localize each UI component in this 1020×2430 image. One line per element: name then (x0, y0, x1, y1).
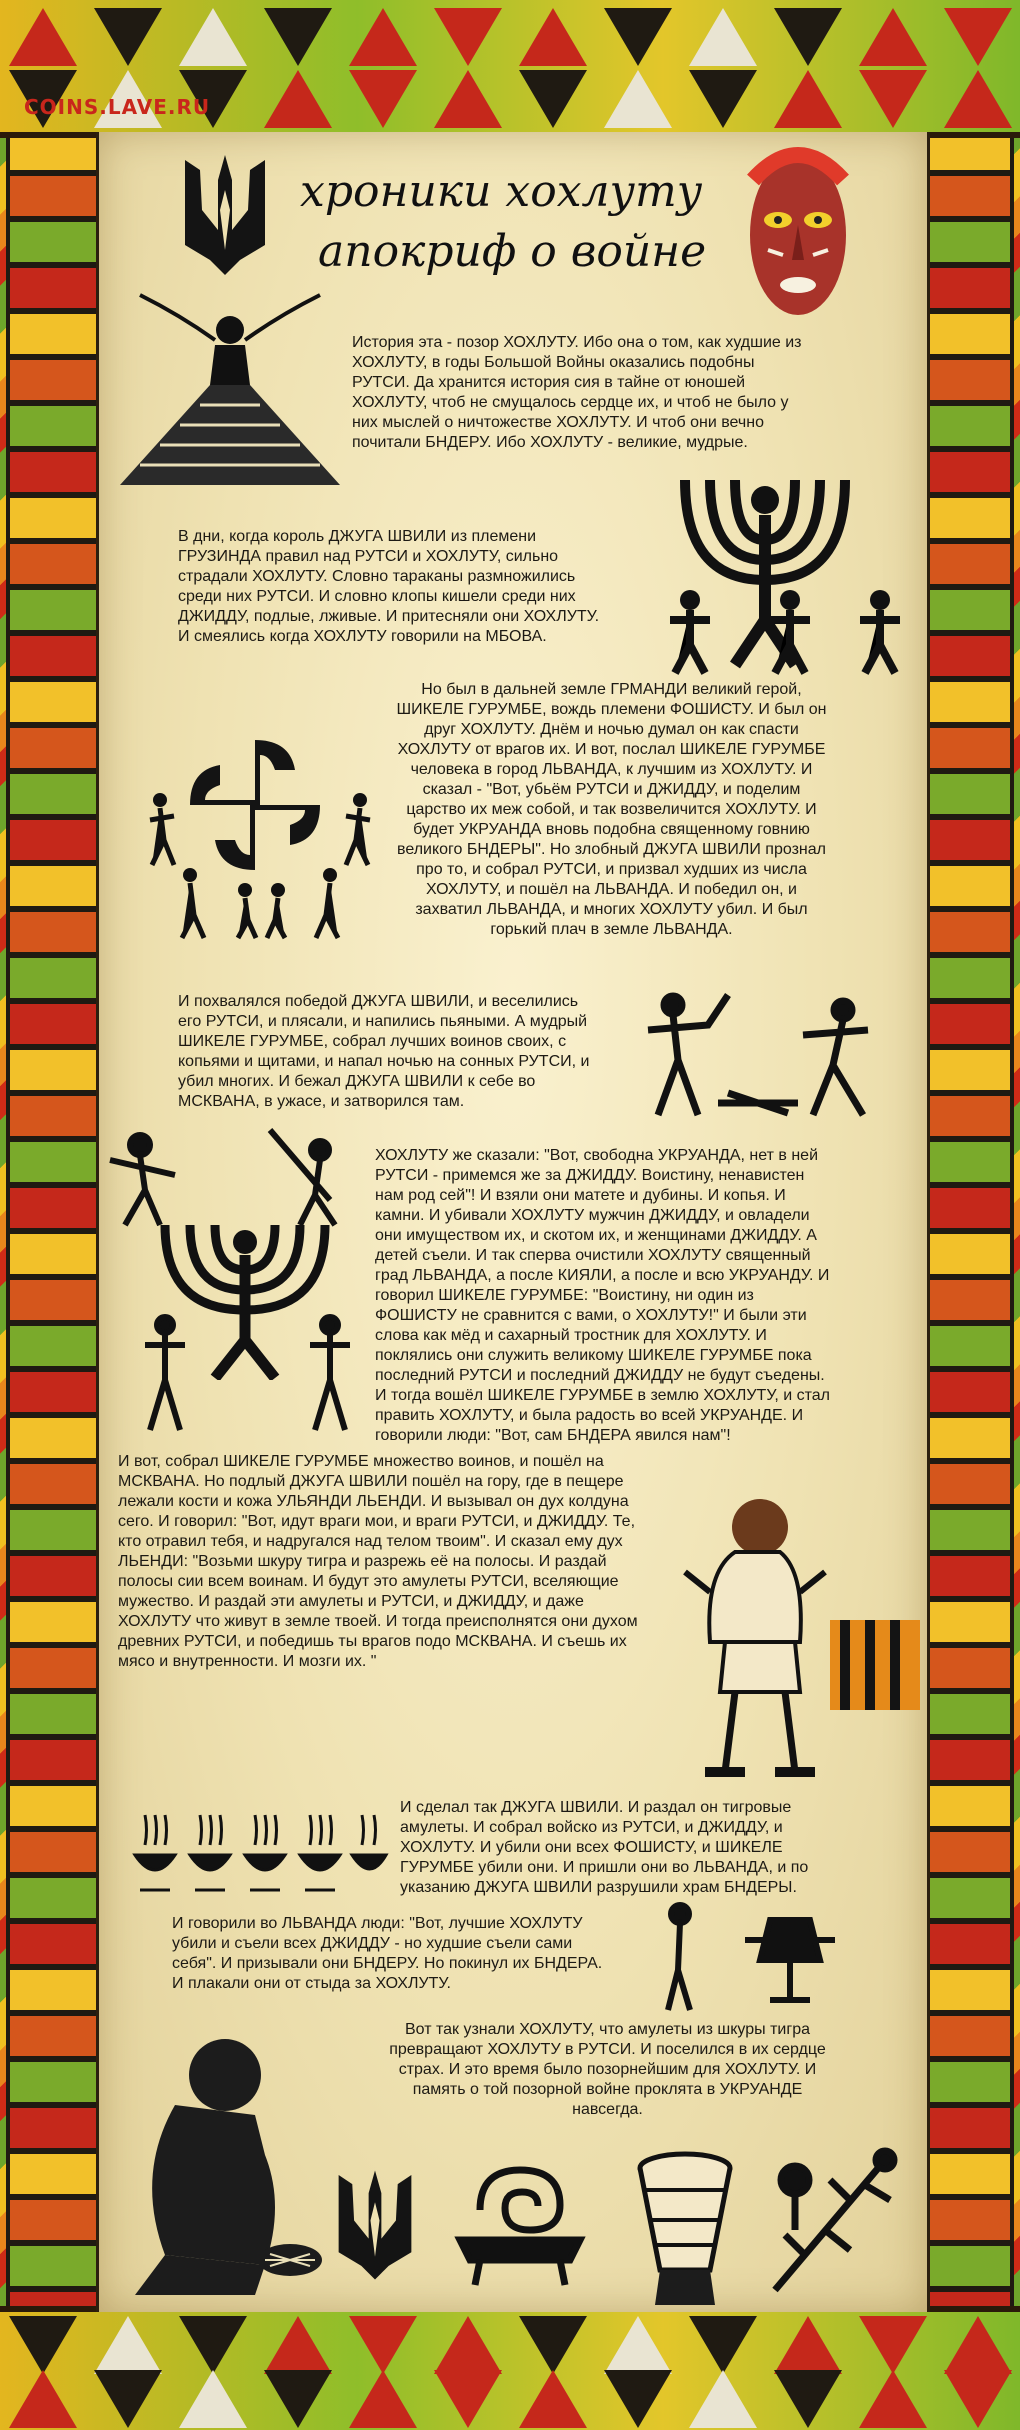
paragraph-5: ХОХЛУТУ же сказали: "Вот, свободна УКРУАНДА, нет в ней РУТСИ - примемся же за ДЖИДДУ. Воистину, ненавистен нам род сей"! И взяли они матете и дубины. И копья. И камни. И убивали ХОХЛУТУ мужчин ДЖИДДУ, и овладели они имуществом их, и скотом их, и женщинами ДЖИДДУ. А детей съели. И так сперва очистили ХОХЛУТУ священный град ЛЬВАНДА, а после КИЯЛИ, а после и всю УКРУАНДУ. И говорил ШИКЕЛЕ ГУРУМБЕ: "Воистину, ни один из ФОШИСТУ не сравнится с вами, о ХОХЛУТУ!" И были эти слова как мёд и сахарный тростник для ХОХЛУТУ. И поклялись они служить великому ШИКЕЛЕ ГУРУМБЕ пока последний РУТСИ и последний ДЖИДДУ не будут съедены. И тогда вошёл ШИКЕЛЕ ГУРУМБЕ в землю ХОХЛУТУ, и стал править ХОХЛУТУ, и была радость во всей УКРУАНДЕ. И говорили люди: "Вот, сам БНДЕРА явился нам"! (375, 1147, 831, 1444)
watermark: COINS.LAVE.RU (24, 95, 211, 119)
paragraph-9: Вот так узнали ХОХЛУТУ, что амулеты из шкуры тигра превращают ХОХЛУТУ в РУТСИ. И поселился в их сердце страх. И это время было позорнейшим для ХОХЛУТУ. И память о той позорной войне проклята в УКРУАНДЕ навсегда. (389, 2021, 826, 2118)
goat-spiral-icon (440, 2150, 600, 2290)
bottom-ornament-band (0, 2306, 1020, 2430)
striped-ribbon-icon (830, 1620, 920, 1710)
drum-icon (630, 2150, 740, 2310)
paragraph-8: И говорили во ЛЬВАНДА люди: "Вот, лучшие ХОХЛУТУ убили и съели всех ДЖИДДУ - но худшие съели сами себя". И призывали они БНДЕРУ. Но покинул их БНДЕРА. И плакали они от стыда за ХОХЛУТУ. (172, 1915, 603, 1992)
caricature-figure-icon (665, 1492, 830, 1782)
tribal-figures-icon (650, 1900, 870, 2015)
paragraph-3: Но был в дальней земле ГРМАНДИ великий герой, ШИКЕЛЕ ГУРУМБЕ, вождь племени ФОШИСТУ. И был он друг ХОХЛУТУ. Днём и ночью думал он как спасти ХОХЛУТУ от врагов их. И вот, послал ШИКЕЛЕ ГУРУМБЕ человека в город ЛЬВАНДА, к лучшим из ХОХЛУТУ. И сказал - "Вот, убьём РУТСИ и ДЖИДДУ, и поделим царство их меж собой, и так возвеличится ХОХЛУТУ. И будет УКРУАНДА вновь подобна священному говнию великого БНДЕРЫ". Но злобный ДЖУГА ШВИЛИ прознал про то, и собрал РУТСИ, и призвал худших из числа ХОХЛУТУ, и пошёл на ЛЬВАНДА. И победил он, и захватил ЛЬВАНДА, и многих ХОХЛУТУ убил. И был горький плач в земле ЛЬВАНДА. (396, 681, 827, 938)
drum-icon (255, 2240, 325, 2280)
tribal-mask-icon (738, 140, 858, 330)
paragraph-4: И похвалялся победой ДЖУГА ШВИЛИ, и веселились его РУТСИ, и плясали, и напились пьяными. А мудрый ШИКЕЛЕ ГУРУМБЕ, собрал лучших воинов своих, с копьями и щитами, и напал ночью на сонных РУТСИ, и убил многих. И бежал ДЖУГА ШВИЛИ к себе во МСКВАНА, в ужасе, и затворился там. (178, 993, 590, 1110)
paragraph-2: В дни, когда король ДЖУГА ШВИЛИ из племени ГРУЗИНДА правил над РУТСИ и ХОХЛУТУ, сильно страдали ХОХЛУТУ. Словно тараканы размножились среди них РУТСИ. И словно клопы кишели среди них ДЖИДДУ, подлые, лживые. И притесняли они ХОХЛУТУ. И смеялись когда ХОХЛУТУ говорили на МБОВА. (178, 528, 600, 645)
paragraph-6: И вот, собрал ШИКЕЛЕ ГУРУМБЕ множество воинов, и пошёл на МСКВАНА. Но подлый ДЖУГА ШВИЛИ пошёл на гору, где в пещере лежали кости и кожа УЛЬЯНДИ ЛЬЕНДИ. И вызывал он дух колдуна сего. И говорил: "Вот, идут враги мои, и враги РУТСИ, и ДЖИДДУ. Те, кто отравил тебя, и надругался над телом твоим". И сказал ему дух ЛЬЕНДИ: "Возьми шкуру тигра и разрежь её на полосы. И раздай полосы сии всем воинам. И будут это амулеты РУТСИ, вселяющие мужество. И раздай эти амулеты и РУТСИ, и ДЖИДДУ, и даже ХОХЛУТУ что живут в земле твоей. И тогда преисполнятся они духом древних РУТСИ, и победишь ты врагов подо МСКВАНА. И съешь их мясо и внутренности. И мозги их. " (118, 1453, 638, 1670)
title-line-1: хроники хохлуту (300, 166, 703, 217)
trident-icon (325, 2160, 425, 2290)
warriors-battle-icon (628, 985, 888, 1125)
title-line-2: апокриф о войне (318, 226, 707, 277)
tribal-figures-icon (135, 1310, 365, 1435)
hunter-figures-icon (100, 1120, 350, 1230)
paragraph-1: История эта - позор ХОХЛУТУ. Ибо она о том, как худшие из ХОХЛУТУ, в годы Большой Войны оказались подобны РУТСИ. Да хранится история сия в тайне от юношей ХОХЛУТУ, чтоб не смущалось сердце их, и чтоб не было у них мыслей о ничтожестве ХОХЛУТУ. И чтоб они вечно почитали БНДЕРУ. Ибо ХОХЛУТУ - великие, мудрые. (352, 334, 802, 451)
lizards-icon (755, 2140, 905, 2310)
left-ornament-border (6, 126, 100, 2318)
fighting-figures-icon (660, 585, 920, 675)
paragraph-7: И сделал так ДЖУГА ШВИЛИ. И раздал он тигровые амулеты. И собрал войско из РУТСИ, и ДЖИДДУ, и ХОХЛУТУ. И убили они всех ФОШИСТУ, и ШИКЕЛЕ ГУРУМБЕ убили они. И пришли они во ЛЬВАНДА, и по указанию ДЖУГА ШВИЛИ разрушили храм БНДЕРЫ. (400, 1799, 809, 1896)
cauldrons-row-icon (120, 1795, 390, 1905)
kokopelli-dancers-icon (140, 780, 380, 940)
right-ornament-border (920, 126, 1014, 2318)
trident-icon (170, 150, 280, 280)
dancing-woman-icon (110, 285, 350, 495)
